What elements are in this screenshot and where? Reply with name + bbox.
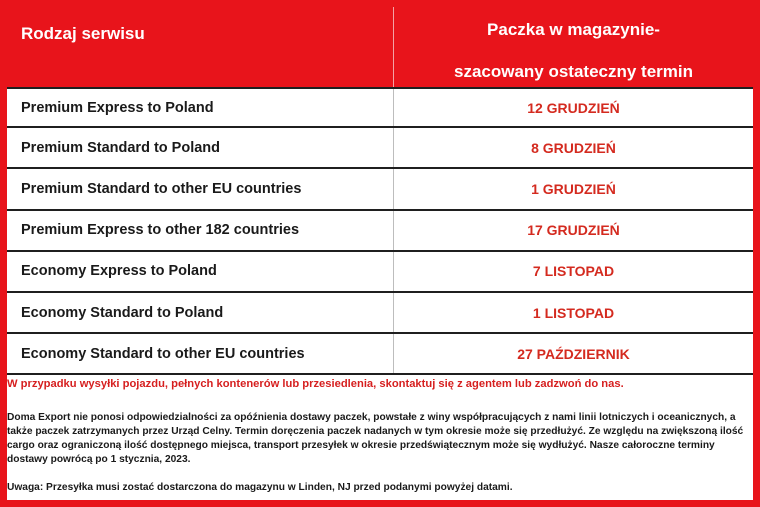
table-row xyxy=(7,87,753,128)
table-header xyxy=(7,7,753,87)
warehouse-note: Uwaga: Przesyłka musi zostać dostarczona do magazynu w Linden, NJ przed podanymi powyżej datami. xyxy=(7,482,513,493)
deadline-date: 1 GRUDZIEŃ xyxy=(531,180,616,197)
table-row xyxy=(7,211,753,252)
service-name: Economy Standard to Poland xyxy=(21,304,224,321)
table-row xyxy=(7,128,753,169)
table-row xyxy=(7,293,753,334)
deadline-date: 17 GRUDZIEŃ xyxy=(527,222,620,239)
header-deadline-line2: szacowany ostateczny termin xyxy=(453,62,694,81)
header-deadline-line1: Paczka w magazynie- xyxy=(487,20,660,39)
service-name: Premium Standard to Poland xyxy=(21,139,220,156)
service-name: Economy Express to Poland xyxy=(21,263,217,280)
service-name: Premium Express to Poland xyxy=(21,99,214,116)
deadline-date: 1 LISTOPAD xyxy=(532,304,615,321)
contact-note: W przypadku wysyłki pojazdu, pełnych kontenerów lub przesiedlenia, skontaktuj się z agentem lub zadzwoń do nas. xyxy=(7,378,624,390)
deadline-date: 7 LISTOPAD xyxy=(532,263,615,280)
table-row xyxy=(7,252,753,293)
deadline-date: 8 GRUDZIEŃ xyxy=(531,139,616,156)
service-name: Premium Express to other 182 countries xyxy=(21,222,300,239)
service-table xyxy=(7,87,753,375)
header-service-type: Rodzaj serwisu xyxy=(21,24,145,43)
service-name: Premium Standard to other EU countries xyxy=(21,180,302,197)
deadline-date: 12 GRUDZIEŃ xyxy=(527,99,620,116)
service-name: Economy Standard to other EU countries xyxy=(21,345,305,362)
delay-disclaimer: Doma Export nie ponosi odpowiedzialności za opóźnienia dostawy paczek, powstałe z winy współpracujących z nami linii lotniczych i oceanicznych, a także paczek zatrzymanych przez Urząd Celny. Termin doręczenia paczek nadanych w tym okresie może się przedłużyć. Ze względu na zwiększoną ilość cargo oraz ograniczoną ilość dostępnego miejsca, transport przesyłek w okresie przedświątecznym może się wydłużyć. Nasze całoroczne terminy dostawy powrócą po 1 stycznia, 2023. xyxy=(7,412,744,465)
table-row xyxy=(7,334,753,375)
deadline-date: 27 PAŹDZIERNIK xyxy=(517,345,630,362)
table-row xyxy=(7,169,753,210)
